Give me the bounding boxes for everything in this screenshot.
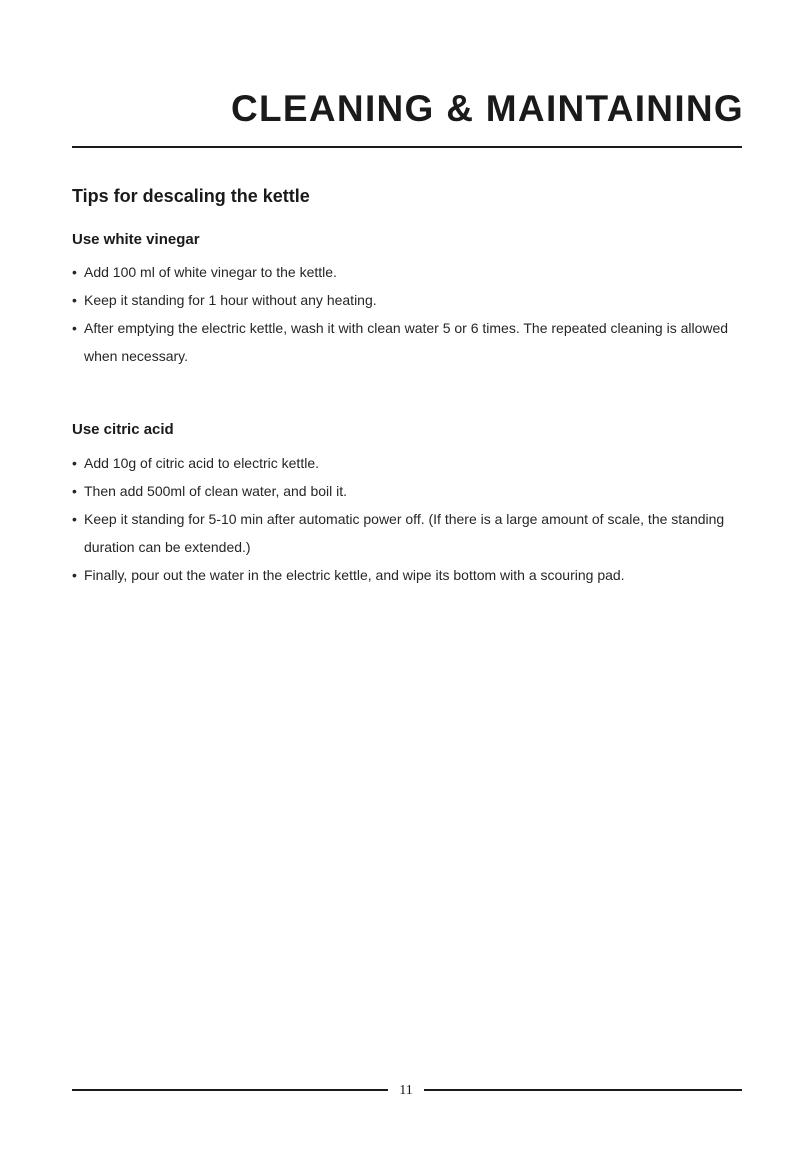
footer-divider-left	[72, 1089, 388, 1091]
section-heading: Tips for descaling the kettle	[72, 186, 310, 206]
list-item: • Keep it standing for 1 hour without any heating.	[72, 286, 752, 314]
list-item: • Add 10g of citric acid to electric kettle.	[72, 449, 752, 477]
page-number: 11	[399, 1083, 413, 1098]
title-divider	[72, 146, 742, 148]
vinegar-subheading: Use white vinegar	[72, 231, 200, 248]
list-item: • Add 100 ml of white vinegar to the kettle.	[72, 258, 752, 286]
citric-subheading: Use citric acid	[72, 421, 174, 438]
list-item: • Then add 500ml of clean water, and boil it.	[72, 477, 752, 505]
bullet-icon: •	[72, 264, 77, 280]
bullet-icon: •	[72, 292, 77, 308]
bullet-icon: •	[72, 320, 77, 336]
list-item: • Keep it standing for 5-10 min after automatic power off. (If there is a large amount of scale, the standing duration can be extended.)	[72, 505, 752, 561]
vinegar-steps-list	[72, 258, 752, 370]
list-item: • Finally, pour out the water in the electric kettle, and wipe its bottom with a scouring pad.	[72, 561, 752, 589]
citric-steps-list	[72, 449, 752, 589]
bullet-icon: •	[72, 567, 77, 583]
list-item: • After emptying the electric kettle, wash it with clean water 5 or 6 times. The repeated cleaning is allowed when necessary.	[72, 314, 752, 370]
bullet-icon: •	[72, 455, 77, 471]
page-title: CLEANING & MAINTAINING	[231, 88, 744, 129]
footer-divider-right	[424, 1089, 742, 1091]
bullet-icon: •	[72, 511, 77, 527]
bullet-icon: •	[72, 483, 77, 499]
